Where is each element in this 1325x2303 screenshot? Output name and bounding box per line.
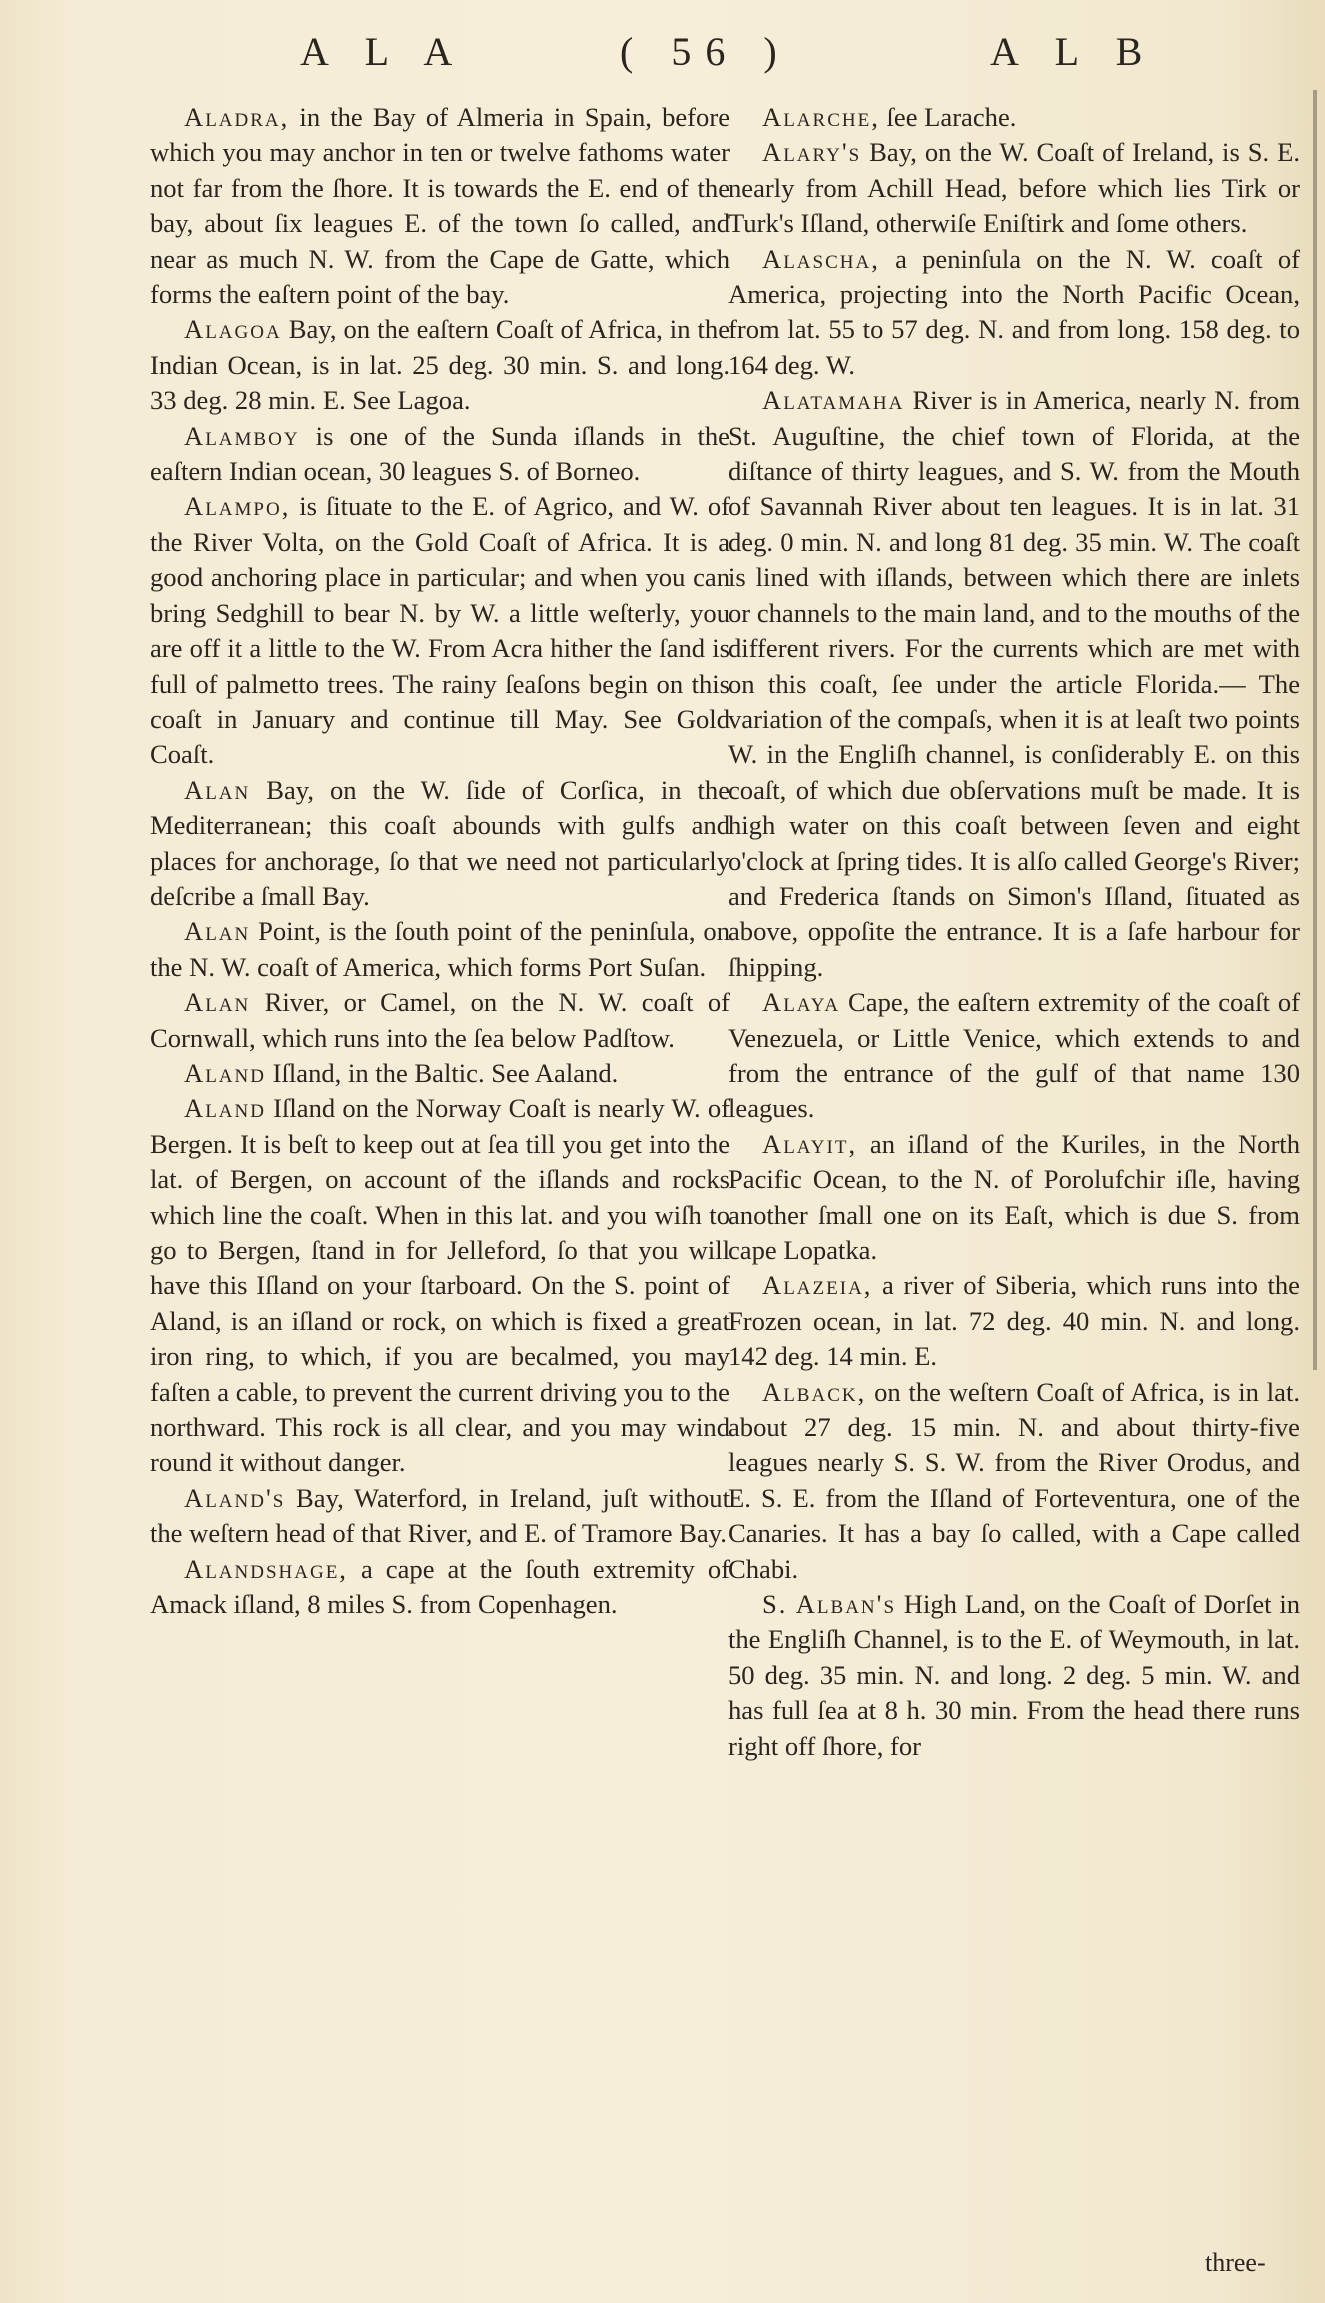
dictionary-entry [150, 985, 730, 1056]
entry-text: Iſland, in the Baltic. See Aaland. [265, 1057, 619, 1088]
entry-text: Cape, the eaſtern extremity of the coaſt of Venezuela, or Little Venice, which extends to and from the entrance of the gulf of that name 130 leagues. [728, 987, 1300, 1124]
header-right: A L B [990, 29, 1157, 74]
entry-headword: Alazeia, [762, 1270, 873, 1301]
entry-headword: Alary's [762, 137, 862, 168]
entry-text: ſee Larache. [879, 102, 1017, 132]
entry-text: River is in America, nearly N. from St. Auguſtine, the chief town of Florida, at the diſtance of thirty leagues, and S. W. from the Mouth of Savannah River about ten leagues. It is in lat. 31 deg. 0 min. N. and long 81 deg. 35 min. W. The coaſt is lined with iſlands, between which there are inlets or channels to the main land, and to the mouths of the different rivers. For the currents which are met with on this coaſt, ſee under the article Florida.— The variation of the compaſs, when it is at leaſt two points W. in the Engliſh channel, is conſiderably E. on this coaſt, of which due obſervations muſt be made. It is high water on this coaſt between ſeven and eight o'clock at ſpring tides. It is alſo called George's River; and Frederica ſtands on Simon's Iſland, ſituated as above, oppoſite the entrance. It is a ſafe harbour for ſhipping. [728, 385, 1300, 982]
dictionary-entry [150, 419, 730, 490]
dictionary-entry [150, 100, 730, 312]
entry-headword: Alan [184, 987, 251, 1018]
header-left: A L A [300, 29, 467, 74]
entry-headword: Alascha, [762, 243, 880, 274]
entry-text: High Land, on the Coaſt of Dorſet in the Engliſh Channel, is to the E. of Weymouth, in lat. 50 deg. 35 min. N. and long. 2 deg. 5 min. W. and has full ſea at 8 h. 30 min. From the head there runs right off ſhore, for [728, 1589, 1301, 1761]
page-edge-shadow [1313, 90, 1317, 1370]
dictionary-entry [728, 100, 1300, 135]
entry-headword: Alaya [762, 987, 841, 1018]
dictionary-entry [150, 489, 730, 772]
entry-headword: Aland [184, 1093, 266, 1124]
dictionary-entry [728, 383, 1300, 985]
entry-text: is one of the Sunda iſlands in the eaſtern Indian ocean, 30 leagues S. of Borneo. [150, 420, 730, 487]
entry-headword: Alatamaha [762, 385, 905, 416]
entry-headword: S. Alban's [762, 1589, 897, 1620]
entry-text: Point, is the ſouth point of the peninſula, on the N. W. coaſt of America, which forms Port Suſan. [150, 916, 730, 982]
entry-headword: Alamboy [184, 420, 300, 451]
entry-headword: Alan [184, 774, 251, 805]
left-column [150, 100, 730, 1622]
dictionary-entry [728, 135, 1300, 241]
entry-text: Bay, on the eaſtern Coaſt of Africa, in the Indian Ocean, is in lat. 25 deg. 30 min. S. and long. 33 deg. 28 min. E. See Lagoa. [150, 314, 730, 416]
dictionary-entry [728, 242, 1300, 384]
entry-text: a peninſula on the N. W. coaſt of America, projecting into the North Pacific Ocean, from lat. 55 to 57 deg. N. and from long. 158 deg. to 164 deg. W. [728, 243, 1300, 380]
entry-text: is ſituate to the E. of Agrico, and W. of the River Volta, on the Gold Coaſt of Africa. It is a good anchoring place in particular; and when you can bring Sedghill to bear N. by W. a little weſterly, you are off it a little to the W. From Acra hither the ſand is full of palmetto trees. The rainy ſeaſons begin on this coaſt in January and continue till May. See Gold Coaſt. [150, 491, 730, 770]
entry-text: River, or Camel, on the N. W. coaſt of Cornwall, which runs into the ſea below Padſtow. [150, 987, 730, 1053]
entry-text: Bay, Waterford, in Ireland, juſt without the weſtern head of that River, and E. of Tramore Bay. [150, 1482, 730, 1549]
dictionary-entry [150, 1091, 730, 1480]
entry-text: an iſland of the Kuriles, in the North Pacific Ocean, to the N. of Porolufchir iſle, having another ſmall one on its Eaſt, which is due S. from cape Lopatka. [728, 1128, 1300, 1265]
dictionary-entry [150, 1056, 730, 1091]
entry-headword: Aland's [184, 1482, 286, 1513]
entry-text: Bay, on the W. ſide of Corſica, in the Mediterranean; this coaſt abounds with gulfs and places for anchorage, ſo that we need not particularly deſcribe a ſmall Bay. [150, 774, 730, 911]
dictionary-entry [728, 1587, 1300, 1764]
catchword: three- [1205, 2248, 1266, 2277]
dictionary-entry [150, 914, 730, 985]
entry-headword: Alarche, [762, 102, 880, 132]
page-number: ( 56 ) [620, 29, 791, 74]
entry-text: on the weſtern Coaſt of Africa, is in lat. about 27 deg. 15 min. N. and about thirty-five leagues nearly S. S. W. from the River Orodus, and E. S. E. from the Iſland of Forteventura, one of the Canaries. It has a bay ſo called, with a Cape called Chabi. [728, 1376, 1300, 1584]
dictionary-entry [150, 773, 730, 915]
right-column [728, 100, 1300, 1764]
entry-text: a river of Siberia, which runs into the Frozen ocean, in lat. 72 deg. 40 min. N. and long. 142 deg. 14 min. E. [728, 1270, 1300, 1372]
dictionary-entry [728, 1268, 1300, 1374]
entry-text: a cape at the ſouth extremity of Amack iſland, 8 miles S. from Copenhagen. [150, 1553, 730, 1620]
dictionary-entry [728, 1127, 1300, 1269]
entry-headword: Alagoa [184, 314, 282, 345]
entry-headword: Aland [184, 1057, 266, 1088]
entry-text: Bay, on the W. Coaſt of Ireland, is S. E. nearly from Achill Head, before which lies Tirk or Turk's Iſland, otherwiſe Eniſtirk and ſome others. [728, 137, 1300, 239]
entry-text: Iſland on the Norway Coaſt is nearly W. of Bergen. It is beſt to keep out at ſea till you get into the lat. of Bergen, on account of the iſlands and rocks which line the coaſt. When in this lat. and you wiſh to go to Bergen, ſtand in for Jelleford, ſo that you will have this Iſland on your ſtarboard. On the S. point of Aland, is an iſland or rock, on which is fixed a great iron ring, to which, if you are becalmed, you may faſten a cable, to prevent the current driving you to the northward. This rock is all clear, and you may wind round it without danger. [150, 1093, 730, 1478]
entry-text: in the Bay of Almeria in Spain, before which you may anchor in ten or twelve fathoms water not far from the ſhore. It is towards the E. end of the bay, about ſix leagues E. of the town ſo called, and near as much N. W. from the Cape de Gatte, which forms the eaſtern point of the bay. [150, 102, 730, 310]
entry-headword: Alampo, [184, 491, 291, 522]
dictionary-entry [728, 985, 1300, 1127]
dictionary-entry [150, 1552, 730, 1623]
dictionary-entry [150, 1481, 730, 1552]
entry-headword: Aladra, [184, 102, 290, 132]
running-header [0, 28, 1325, 88]
entry-headword: Alayit, [762, 1128, 858, 1159]
entry-headword: Alback, [762, 1376, 867, 1407]
dictionary-entry [150, 312, 730, 418]
entry-headword: Alan [184, 916, 251, 947]
dictionary-entry [728, 1375, 1300, 1587]
entry-headword: Alandshage, [184, 1553, 348, 1584]
